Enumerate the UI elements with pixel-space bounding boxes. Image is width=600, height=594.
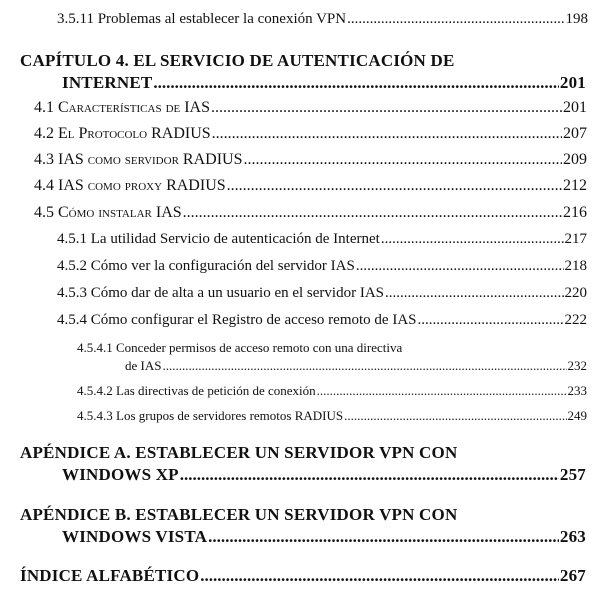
dot-leader [162, 359, 566, 372]
toc-page-number: 267 [559, 566, 586, 585]
toc-entry-4-3[interactable] [34, 152, 587, 168]
toc-entry-label: de IAS [125, 358, 162, 373]
toc-entry-4-5[interactable] [34, 205, 587, 221]
toc-entry-label: 4.5 Cómo instalar IAS [34, 204, 182, 221]
appendix-a-title-line1: APÉNDICE A. ESTABLECER UN SERVIDOR VPN CON [20, 443, 458, 462]
toc-entry-label: INTERNET [62, 73, 153, 92]
appendix-b-title-line1: APÉNDICE B. ESTABLECER UN SERVIDOR VPN CON [20, 505, 458, 524]
toc-entry-label: 4.5.4 Cómo configurar el Registro de acceso remoto de IAS [57, 312, 417, 328]
toc-entry-label: 4.3 IAS como servidor RADIUS [34, 151, 243, 168]
dot-leader [243, 152, 562, 168]
toc-page-number: 198 [565, 11, 588, 27]
chapter-4-title-line1: CAPÍTULO 4. EL SERVICIO DE AUTENTICACIÓN DE [20, 51, 455, 70]
dot-leader [153, 74, 558, 91]
toc-page-number: 207 [563, 125, 587, 142]
toc-entry-label: 4.5.4.2 Las directivas de petición de conexión [77, 383, 316, 398]
toc-entry-label: 4.5.3 Cómo dar de alta a un usuario en el servidor IAS [57, 285, 385, 301]
toc-entry-4-5-4-1[interactable] [125, 359, 587, 372]
toc-entry-label: 4.2 El Protocolo RADIUS [34, 125, 211, 142]
dot-leader [344, 409, 566, 422]
toc-entry-label: 4.5.4.3 Los grupos de servidores remotos RADIUS [77, 408, 344, 423]
dot-leader [418, 313, 564, 328]
toc-page-number: 257 [559, 465, 586, 484]
toc-entry-label: ÍNDICE ALFABÉTICO [20, 566, 200, 585]
toc-page-number: 218 [564, 258, 587, 274]
toc-entry-label: 4.1 Características de IAS [34, 99, 211, 116]
toc-page-number: 220 [564, 285, 587, 301]
dot-leader [356, 259, 564, 274]
toc-entry-label: 4.5.1 La utilidad Servicio de autenticación de Internet [57, 231, 380, 247]
toc-entry-4-4[interactable] [34, 178, 587, 194]
toc-entry-appendix-b[interactable] [62, 528, 586, 545]
dot-leader [385, 286, 563, 301]
toc-entry-4-5-1[interactable] [57, 232, 587, 247]
toc-page-number: 216 [563, 204, 587, 221]
dot-leader [211, 100, 562, 116]
dot-leader [227, 178, 562, 194]
toc-page-number: 232 [567, 358, 587, 373]
dot-leader [183, 205, 562, 221]
toc-page-number: 249 [567, 408, 587, 423]
toc-page-number: 201 [563, 99, 587, 116]
toc-entry-chapter-4[interactable] [62, 74, 586, 91]
dot-leader [212, 126, 562, 142]
toc-entry-4-5-4[interactable] [57, 313, 587, 328]
toc-entry-label: 3.5.11 Problemas al establecer la conexión VPN [57, 11, 347, 27]
toc-entry-label: 4.5.2 Cómo ver la configuración del servidor IAS [57, 258, 355, 274]
toc-page-number: 217 [564, 231, 587, 247]
toc-entry-label: WINDOWS XP [62, 465, 179, 484]
toc-entry-4-5-4-2[interactable] [77, 384, 587, 397]
toc-entry-4-5-4-3[interactable] [77, 409, 587, 422]
toc-page-number: 222 [564, 312, 587, 328]
toc-page-number: 209 [563, 151, 587, 168]
toc-entry-4-5-3[interactable] [57, 286, 587, 301]
toc-entry-label: WINDOWS VISTA [62, 527, 208, 546]
toc-page-number: 212 [563, 177, 587, 194]
toc-entry-3-5-11[interactable] [57, 12, 588, 27]
toc-entry-4-1[interactable] [34, 100, 587, 116]
toc-entry-label: 4.4 IAS como proxy RADIUS [34, 177, 226, 194]
toc-entry-4-5-2[interactable] [57, 259, 587, 274]
toc-page-number: 201 [559, 73, 586, 92]
dot-leader [381, 232, 564, 247]
dot-leader [208, 528, 559, 545]
dot-leader [347, 12, 564, 27]
toc-entry-4-2[interactable] [34, 126, 587, 142]
toc-page-number: 263 [559, 527, 586, 546]
dot-leader [200, 567, 559, 584]
dot-leader [180, 466, 559, 483]
toc-entry-indice-alfabetico[interactable] [20, 567, 586, 584]
toc-entry-4-5-4-1-line1: 4.5.4.1 Conceder permisos de acceso remoto con una directiva [77, 340, 403, 355]
dot-leader [317, 384, 567, 397]
toc-entry-appendix-a[interactable] [62, 466, 586, 483]
toc-page-number: 233 [567, 383, 587, 398]
